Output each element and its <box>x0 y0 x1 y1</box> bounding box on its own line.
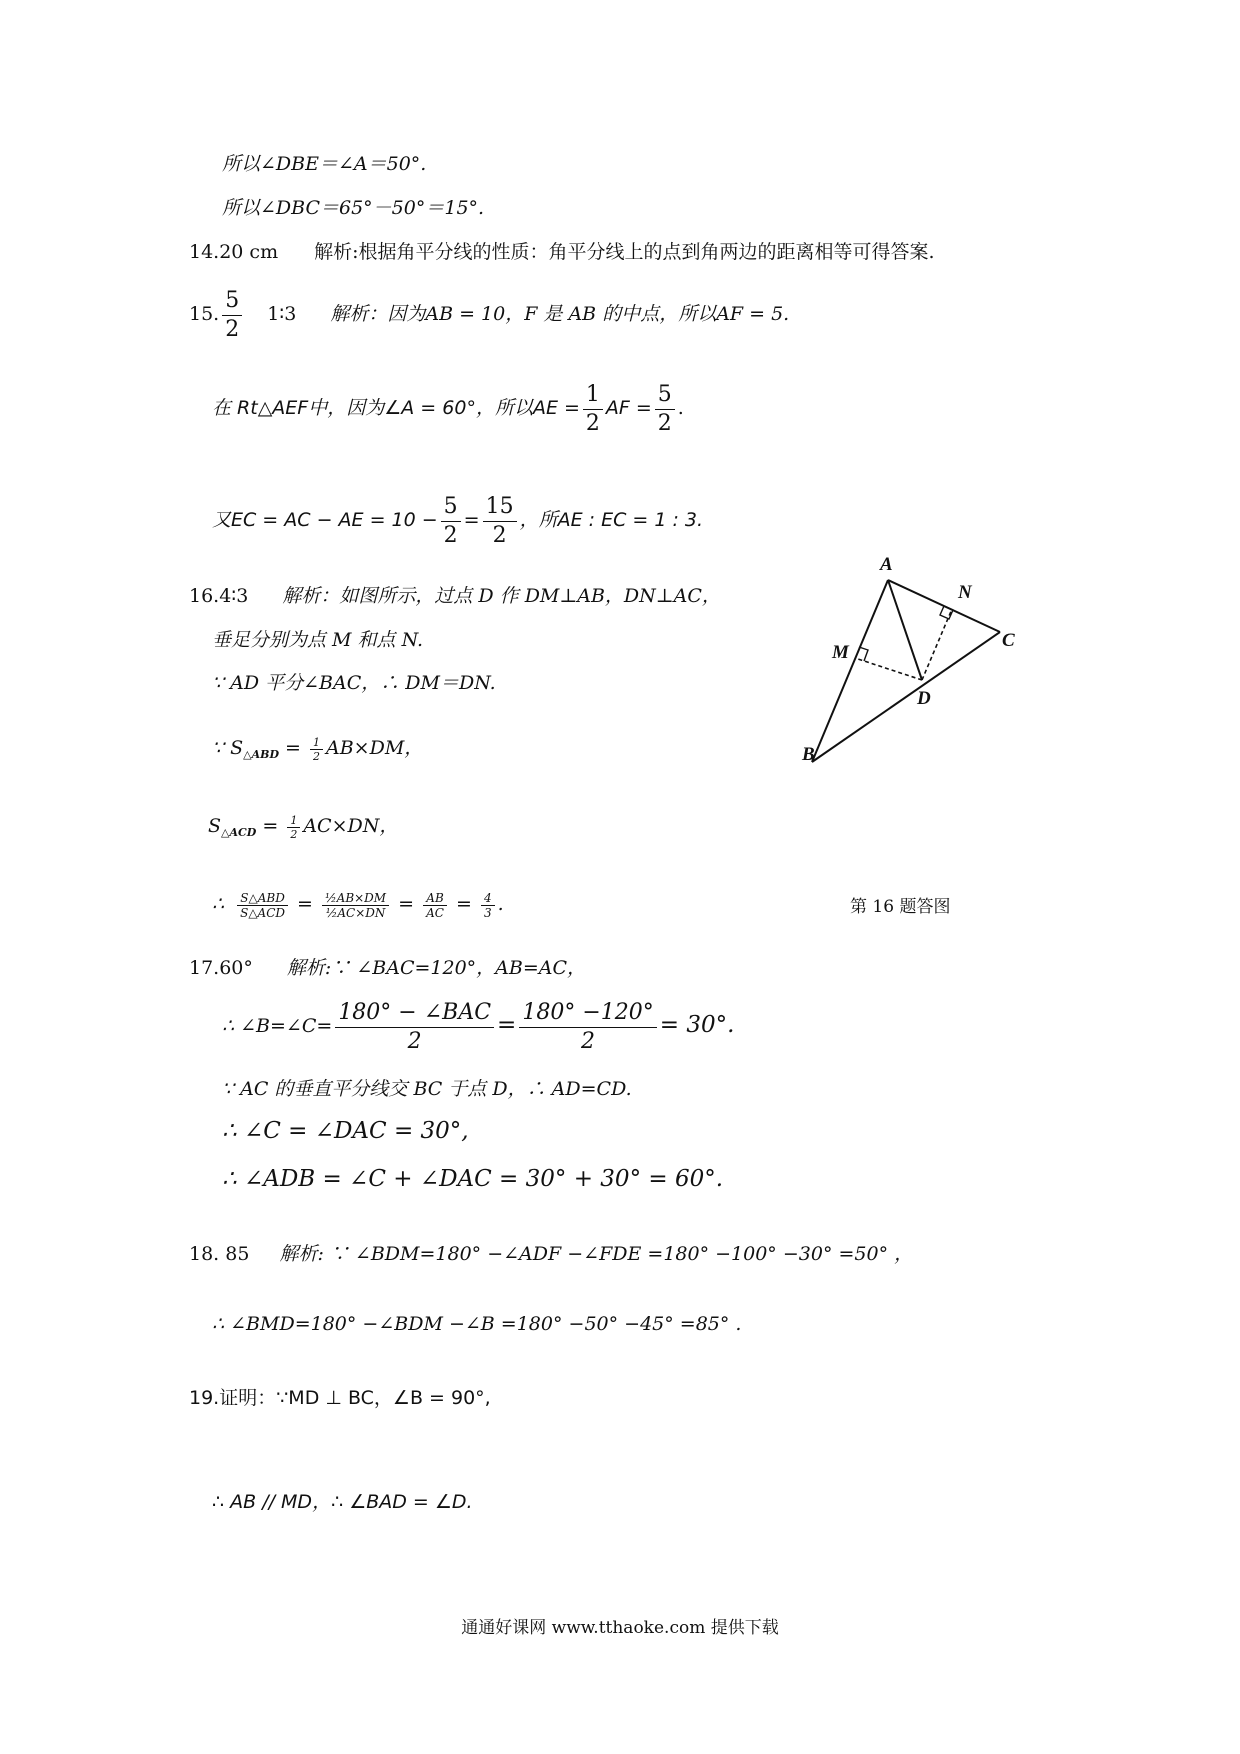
q15-five-two: $\frac{5}{2}$ <box>655 381 675 438</box>
q19-answer: 19.证明：∵MD ⊥ BC，∠B = 90°, <box>189 1387 491 1409</box>
label-n: N <box>958 582 972 603</box>
q16-line5-a: S <box>208 815 222 837</box>
q16-half-b: $\frac{1}{2}$ <box>287 814 300 841</box>
q17-line2-b: = 30°. <box>659 1012 735 1038</box>
q15-number: 15. <box>189 303 220 325</box>
q16-line4-b: AB×DM， <box>326 737 424 759</box>
q16-line4-sub: △ABD <box>243 748 279 761</box>
segment-dm <box>855 658 922 680</box>
q16-number: 16.4∶3 <box>189 585 249 607</box>
q16-line5-b: AC×DN， <box>303 815 399 837</box>
q15-line3-b: ，所AE : EC = 1 : 3. <box>519 509 704 531</box>
label-b: B <box>802 744 815 765</box>
q18-number: 18. 85 <box>189 1243 250 1265</box>
q18-analysis: 解析: ∵ ∠BDM=180° −∠ADF −∠FDE =180° −100° −30° =50° ， <box>279 1243 914 1265</box>
q16-half-a: $\frac{1}{2}$ <box>310 736 323 763</box>
q19-line2: ∴ AB // MD，∴ ∠BAD = ∠D. <box>212 1491 473 1513</box>
q15-line3: 又EC = AC − AE = 10 − $\frac{5}{2}$ = $\frac{15}{2}$ ，所AE : EC = 1 : 3. <box>212 493 704 548</box>
q16-four-three: $\frac{4}{3}$ <box>481 891 495 920</box>
q15-ratio: 1∶3 <box>267 303 297 325</box>
q15-fraction: $\frac{5}{2}$ <box>222 287 242 344</box>
q16-line4: ∵ $S_{\triangle ABD}$ = $\frac{1}{2}$ AB×DM， <box>212 735 424 763</box>
figure-caption: 第 16 题答图 <box>850 897 951 917</box>
q14-analysis: 解析:根据角平分线的性质：角平分线上的点到角两边的距离相等可得答案. <box>314 241 935 263</box>
q15-analysis: 解析：因为AB = 10，F 是 AB 的中点，所以AF = 5. <box>330 303 790 325</box>
line-angle-dbc: 所以∠DBC＝65°－50°＝15°. <box>222 197 485 219</box>
right-angle-m <box>859 647 868 661</box>
q17-answer <box>189 956 586 980</box>
q16-line4-a: ∵ S <box>212 737 244 759</box>
q17-number: 17.60° <box>189 957 253 979</box>
q15-half: $\frac{1}{2}$ <box>583 381 603 438</box>
q16-s-ratio: $\frac{\text{S△ABD}}{\text{S△ACD}}$ <box>237 891 288 920</box>
q18-line2: ∴ ∠BMD=180° −∠BDM −∠B =180° −50° −45° =85° . <box>212 1313 742 1335</box>
label-m: M <box>832 642 849 663</box>
line-angle-dbe: 所以∠DBE＝∠A＝50°. <box>222 153 427 175</box>
q17-fraction-a: $\frac{\text{180° − ∠BAC}}{2}$ <box>335 999 494 1056</box>
q16-ab-ratio: $\frac{\text{½AB×DM}}{\text{½AC×DN}}$ <box>322 891 389 920</box>
q15-line2-a: 在 Rt△AEF中，因为∠A = 60°，所以AE = <box>212 397 580 419</box>
q14-answer <box>189 240 935 264</box>
q14-number: 14.20 cm <box>189 241 279 263</box>
q15-five-two-b: $\frac{5}{2}$ <box>441 493 461 550</box>
q16-analysis: 解析：如图所示，过点 D 作 DM⊥AB，DN⊥AC， <box>282 585 721 607</box>
q16-therefore: ∴ <box>212 893 225 915</box>
segment-ad <box>888 580 922 680</box>
q15-fifteen-two: $\frac{15}{2}$ <box>483 493 517 550</box>
q17-analysis: 解析:∵ ∠BAC=120°，AB=AC， <box>286 957 587 979</box>
q16-line6: ∴ $\frac{\text{S△ABD}}{\text{S△ACD}}$ = $\frac{\text{½AB×DM}}{\text{½AC×DN}}$ = $\frac{AB}{AC}$ = $\frac{4}{3}$ . <box>212 890 504 920</box>
q16-answer <box>189 584 721 608</box>
q16-ab-ac: $\frac{AB}{AC}$ <box>423 891 447 920</box>
q15-line2-b: AF = <box>605 397 652 419</box>
q15-line2: 在 Rt△AEF中，因为∠A = 60°，所以AE = $\frac{1}{2}$ AF = $\frac{5}{2}$ . <box>212 381 684 436</box>
q17-line5: ∴ ∠ADB = ∠C + ∠DAC = 30° + 30° = 60°. <box>222 1166 724 1192</box>
q15-line3-a: 又EC = AC − AE = 10 − <box>212 509 438 531</box>
q17-fraction-b: $\frac{180^\circ -120^\circ}{2}$ <box>519 999 656 1056</box>
q17-line4: ∴ ∠C = ∠DAC = 30°, <box>222 1118 469 1144</box>
q16-line5-sub: △ACD <box>221 826 257 839</box>
label-a: A <box>880 554 893 575</box>
q16-line3: ∵ AD 平分∠BAC，∴ DM＝DN. <box>212 672 496 694</box>
triangle-figure <box>790 548 1030 768</box>
q17-line3: ∵ AC 的垂直平分线交 BC 于点 D，∴ AD=CD. <box>222 1078 632 1100</box>
label-c: C <box>1002 630 1015 651</box>
q17-line2-a: ∴ ∠B=∠C= <box>222 1015 333 1037</box>
label-d: D <box>917 688 931 709</box>
q15-answer <box>189 284 789 344</box>
q18-answer <box>189 1242 913 1266</box>
q16-line5: $S_{\triangle ACD}$ = $\frac{1}{2}$ AC×DN， <box>208 813 399 841</box>
footer-credit: 通通好课网 www.tthaoke.com 提供下载 <box>461 1618 779 1638</box>
q17-line2: ∴ ∠B=∠C= $\frac{\text{180° − ∠BAC}}{2}$ = $\frac{180^\circ -120^\circ}{2}$ = 30°. <box>222 999 735 1054</box>
q16-line2: 垂足分别为点 M 和点 N. <box>212 629 424 651</box>
